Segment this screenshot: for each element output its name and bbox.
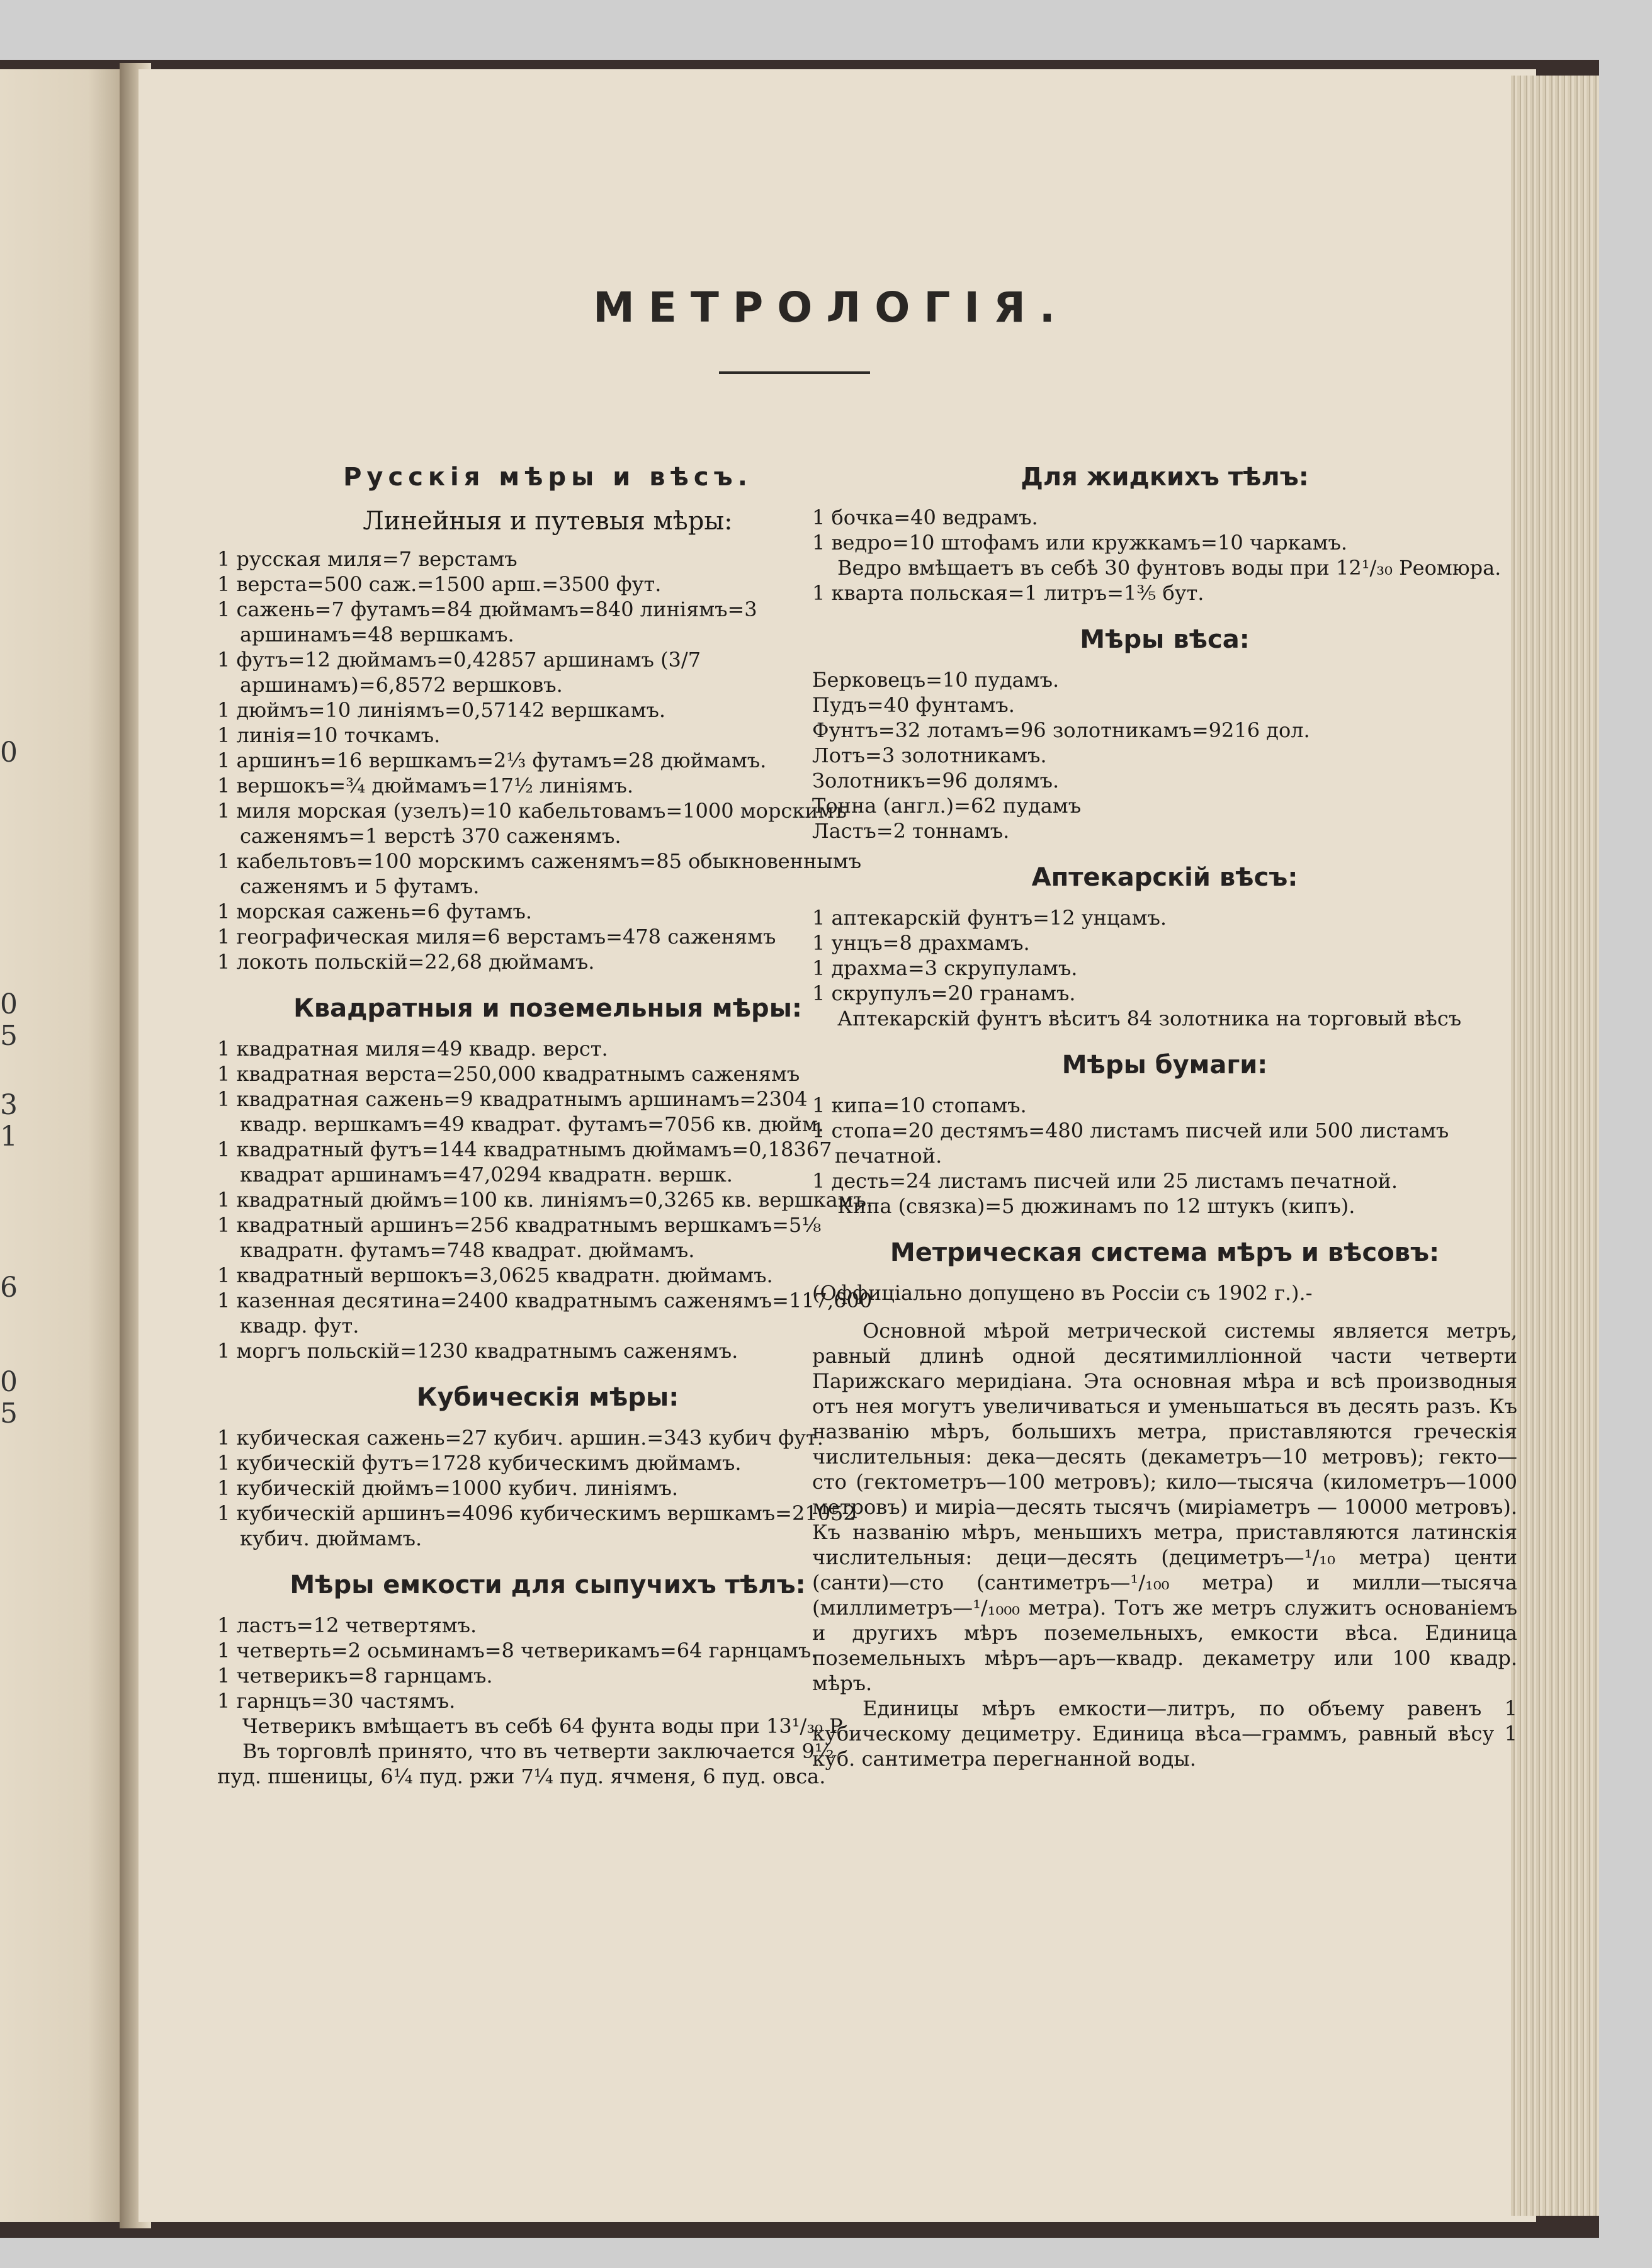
list-item: 1 десть=24 листамъ писчей или 25 листамъ печатной.	[812, 1169, 1398, 1193]
list-item: 1 аршинъ=16 вершкамъ=2⅓ футамъ=28 дюймамъ.	[217, 748, 767, 772]
list-item: 1 дюймъ=10 линіямъ=0,57142 вершкамъ.	[217, 698, 666, 722]
list-item: 1 футъ=12 дюймамъ=0,42857 аршинамъ (3/7 аршинамъ)=6,8572 вершковъ.	[217, 648, 701, 697]
list-item: 1 квадратная верста=250,000 квадратнымъ саженямъ	[217, 1062, 800, 1086]
list-item: 1 квадратная сажень=9 квадратнымъ аршинамъ=2304 квадр. вершкамъ=49 квадрат. футамъ=7056 кв. дюйм.	[217, 1087, 824, 1136]
note-text: Ведро вмѣщаетъ въ себѣ 30 фунтовъ воды при 12¹/₃₀ Реомюра.	[837, 556, 1502, 580]
list-item: 1 кубическій футъ=1728 кубическимъ дюймамъ.	[217, 1451, 742, 1475]
list-item: Берковецъ=10 пудамъ.	[812, 668, 1060, 692]
metric-intro: (Оффиціально допущено въ Россіи съ 1902 г.).-	[812, 1281, 1313, 1305]
section-title-cubic: Кубическія мѣры:	[416, 1383, 679, 1412]
apothecary-list	[812, 905, 1517, 1006]
page-stack-edge	[1511, 76, 1599, 2216]
list-item: Лотъ=3 золотникамъ.	[812, 743, 1047, 767]
list-item: 1 кубическая сажень=27 кубич. аршин.=343 кубич фут.	[217, 1426, 823, 1450]
linear-list	[217, 546, 878, 974]
cubic-list	[217, 1425, 878, 1551]
list-item: 1 верста=500 саж.=1500 арш.=3500 фут.	[217, 572, 662, 596]
metric-paragraph: Основной мѣрой метрической системы является метръ, равный длинѣ одной десятимилліонной части четверти Парижскаго меридіана. Эта основная мѣра и всѣ производныя отъ нея могутъ увеличиваться и уменьшаться въ десять разъ. Къ названію мѣръ, большихъ метра, приставляются греческія числительныя: дека—десять (декаметръ—10 метровъ); гекто—сто (гектометръ—100 метровъ); кило—тысяча (километръ—1000 метровъ) и миріа—десять тысячъ (миріаметръ — 10000 метровъ). Къ названію мѣръ, меньшихъ метра, приставляются латинскія числительныя: деци—десять (дециметръ—¹/₁₀ метра) центи (санти)—сто (сантиметръ—¹/₁₀₀ метра) и милли—тысяча (миллиметръ—¹/₁₀₀₀ метра). Тотъ же метръ служитъ основаніемъ и другихъ мѣръ поземельныхъ, емкости вѣса. Единица поземельныхъ мѣръ—аръ—квадр. декаметру или 100 квадр. мѣръ.	[812, 1319, 1517, 1695]
edge-number: 0	[0, 1366, 18, 1398]
list-item: Золотникъ=96 долямъ.	[812, 769, 1060, 793]
list-item: 1 квадратный вершокъ=3,0625 квадратн. дюймамъ.	[217, 1263, 773, 1287]
list-item: 1 ведро=10 штофамъ или кружкамъ=10 чаркамъ.	[812, 531, 1348, 555]
weight-list	[812, 667, 1517, 843]
list-item: 1 ластъ=12 четвертямъ.	[217, 1613, 477, 1637]
list-item: 1 стопа=20 дестямъ=480 листамъ писчей или 500 листамъ печатной.	[812, 1119, 1449, 1168]
list-item: 1 унцъ=8 драхмамъ.	[812, 931, 1030, 955]
list-item: 1 квадратный аршинъ=256 квадратнымъ вершкамъ=5⅛ квадратн. футамъ=748 квадрат. дюймамъ.	[217, 1213, 822, 1262]
list-item: 1 квадратная миля=49 квадр. верст.	[217, 1037, 608, 1061]
list-item: 1 кубическій аршинъ=4096 кубическимъ вершкамъ=21052 кубич. дюймамъ.	[217, 1501, 856, 1550]
section-heading-russian-measures: Русскія мѣры и вѣсъ.	[343, 463, 752, 492]
list-item: 1 русская миля=7 верстамъ	[217, 547, 518, 571]
section-title-metric: Метрическая система мѣръ и вѣсовъ:	[890, 1238, 1440, 1267]
list-item: 1 миля морская (узелъ)=10 кабельтовамъ=1000 морскимъ саженямъ=1 верстѣ 370 саженямъ.	[217, 799, 847, 848]
edge-number: 0	[0, 988, 18, 1020]
list-item: 1 скрупулъ=20 гранамъ.	[812, 981, 1076, 1005]
list-item: 1 вершокъ=¾ дюймамъ=17½ линіямъ.	[217, 774, 633, 798]
edge-number: 3	[0, 1089, 18, 1121]
list-item: 1 линія=10 точкамъ.	[217, 723, 441, 747]
list-item: Пудъ=40 фунтамъ.	[812, 693, 1015, 717]
page-content	[139, 69, 1524, 2209]
list-item: 1 локоть польскій=22,68 дюймамъ.	[217, 950, 595, 974]
metric-paragraph: Единицы мѣръ емкости—литръ, по объему равенъ 1 кубическому дециметру. Единица вѣса—граммъ, равный вѣсу 1 куб. сантиметра перегнанной воды.	[812, 1696, 1517, 1771]
list-item: 1 морская сажень=6 футамъ.	[217, 900, 533, 923]
section-title-linear: Линейныя и путевыя мѣры:	[363, 507, 733, 536]
left-column	[217, 460, 878, 1789]
note-text: Въ торговлѣ принято, что въ четверти заключается 9½ пуд. пшеницы, 6¼ пуд. ржи 7¼ пуд. ячменя, 6 пуд. овса.	[217, 1739, 834, 1788]
list-item: 1 сажень=7 футамъ=84 дюймамъ=840 линіямъ=3 аршинамъ=48 вершкамъ.	[217, 597, 757, 646]
list-item: 1 кабельтовъ=100 морскимъ саженямъ=85 обыкновеннымъ саженямъ и 5 футамъ.	[217, 849, 862, 898]
list-item: Ластъ=2 тоннамъ.	[812, 819, 1010, 843]
list-item: 1 драхма=3 скрупуламъ.	[812, 956, 1078, 980]
edge-number: 5	[0, 1397, 18, 1430]
dry-list	[217, 1613, 878, 1713]
right-column	[812, 460, 1517, 1771]
title-rule	[719, 371, 870, 374]
list-item: 1 квадратный футъ=144 квадратнымъ дюймамъ=0,18367 квадрат аршинамъ=47,0294 квадратн. вершк.	[217, 1137, 832, 1187]
section-title-apothecary: Аптекарскій вѣсъ:	[1031, 863, 1298, 892]
list-item: 1 географическая миля=6 верстамъ=478 саженямъ	[217, 925, 776, 949]
list-item: 1 гарнцъ=30 частямъ.	[217, 1689, 456, 1713]
list-item: Фунтъ=32 лотамъ=96 золотникамъ=9216 дол.	[812, 718, 1310, 742]
list-item: 1 моргъ польскій=1230 квадратнымъ саженямъ.	[217, 1339, 738, 1363]
edge-number: 5	[0, 1020, 18, 1052]
edge-number: 0	[0, 736, 18, 769]
square-list	[217, 1036, 878, 1363]
section-title-paper: Мѣры бумаги:	[1061, 1051, 1268, 1080]
list-item: Тонна (англ.)=62 пудамъ	[812, 794, 1082, 818]
page-title: МЕТРОЛОГІЯ.	[593, 283, 1069, 332]
note-text: Четверикъ вмѣщаетъ въ себѣ 64 фунта воды при 13¹/₃₀ Р.	[242, 1714, 849, 1738]
section-title-liquid: Для жидкихъ тѣлъ:	[1021, 463, 1309, 492]
paper-list	[812, 1093, 1517, 1193]
list-item: 1 кубическій дюймъ=1000 кубич. линіямъ.	[217, 1476, 679, 1500]
edge-number: 6	[0, 1272, 18, 1304]
list-item: 1 четверикъ=8 гарнцамъ.	[217, 1664, 493, 1688]
list-item: 1 кварта польская=1 литръ=1⅗ бут.	[812, 581, 1204, 605]
list-item: 1 казенная десятина=2400 квадратнымъ саженямъ=117,600 квадр. фут.	[217, 1289, 873, 1338]
note-text: Кипа (связка)=5 дюжинамъ по 12 штукъ (кипъ).	[837, 1194, 1355, 1218]
list-item: 1 четверть=2 осьминамъ=8 четверикамъ=64 гарнцамъ.	[217, 1639, 818, 1662]
section-title-weight: Мѣры вѣса:	[1080, 625, 1250, 654]
liquid-list	[812, 505, 1517, 555]
list-item: 1 кипа=10 стопамъ.	[812, 1093, 1027, 1117]
list-item: 1 квадратный дюймъ=100 кв. линіямъ=0,3265 кв. вершкамъ.	[217, 1188, 873, 1212]
list-item: 1 бочка=40 ведрамъ.	[812, 505, 1038, 529]
facing-page-edge	[0, 69, 126, 2222]
note-text: Аптекарскій фунтъ вѣситъ 84 золотника на торговый вѣсъ	[837, 1007, 1462, 1030]
section-title-square: Квадратныя и поземельныя мѣры:	[293, 994, 802, 1023]
edge-number: 1	[0, 1120, 18, 1153]
list-item: 1 аптекарскій фунтъ=12 унцамъ.	[812, 906, 1167, 930]
section-title-dry: Мѣры емкости для сыпучихъ тѣлъ:	[290, 1571, 806, 1599]
